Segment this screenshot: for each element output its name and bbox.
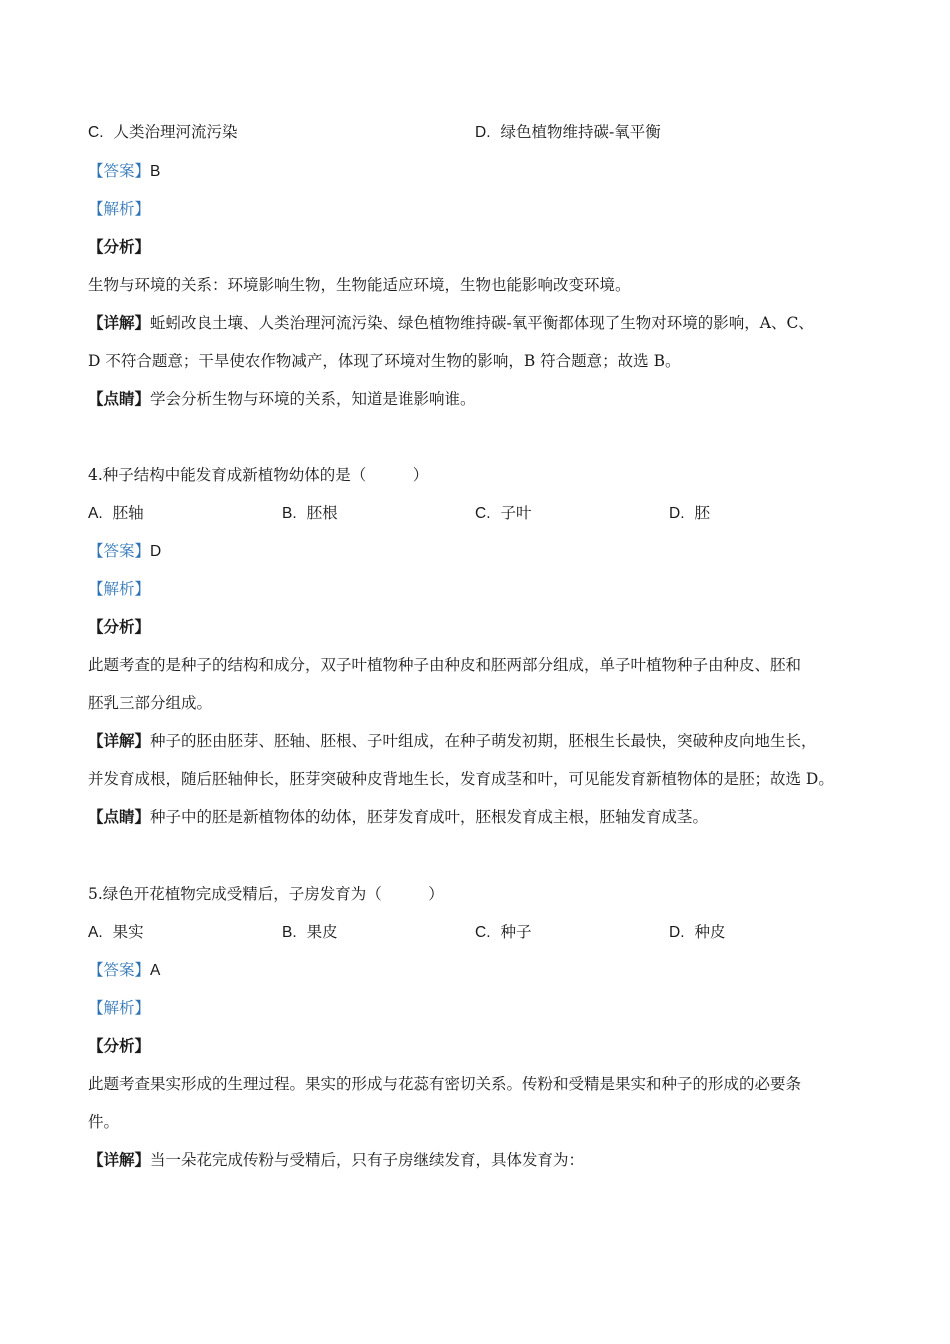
- option-text: 果皮: [306, 923, 338, 941]
- q4-fenxi-tag: 【分析】: [88, 617, 151, 636]
- q4-xiangjie-line2: 并发育成根，随后胚轴伸长，胚芽突破种皮背地生长，发育成茎和叶，可见能发育新植物体的是胚；故选 D。: [88, 770, 834, 788]
- q5-jiexi-tag: 【解析】: [88, 999, 151, 1017]
- q4-option-c: [475, 502, 532, 525]
- option-letter: D.: [475, 124, 491, 141]
- q4-question: 4.种子结构中能发育成新植物幼体的是（ ）: [88, 466, 429, 484]
- option-text: 胚: [694, 504, 711, 522]
- option-letter: A.: [88, 505, 103, 522]
- option-text: 种子: [500, 923, 532, 941]
- q3-xiangjie-line2: D 不符合题意；干旱使农作物减产，体现了环境对生物的影响，B 符合题意；故选 B。: [88, 352, 681, 370]
- option-text: 种皮: [694, 923, 726, 941]
- option-letter: C.: [475, 924, 491, 941]
- q5-fenxi-line2: 件。: [88, 1113, 120, 1131]
- q4-dianjing: [88, 806, 868, 828]
- xiangjie-text: 当一朵花完成传粉与受精后，只有子房继续发育，具体发育为：: [150, 1151, 585, 1169]
- xiangjie-text: 种子的胚由胚芽、胚轴、胚根、子叶组成，在种子萌发初期，胚根生长最快，突破种皮向地生长，: [150, 732, 817, 750]
- option-letter: C.: [88, 124, 104, 141]
- q4-jiexi-tag: 【解析】: [88, 580, 151, 598]
- q5-option-d: [669, 921, 726, 944]
- q3-option-d: [475, 121, 661, 144]
- q4-fenxi-line2: 胚乳三部分组成。: [88, 694, 213, 712]
- option-letter: D.: [669, 924, 685, 941]
- option-text: 胚根: [306, 504, 338, 522]
- q5-xiangjie: [88, 1149, 868, 1171]
- q3-fenxi-tag: 【分析】: [88, 237, 151, 256]
- q4-option-d: [669, 502, 710, 525]
- option-letter: B.: [282, 924, 297, 941]
- option-text: 果实: [112, 923, 144, 941]
- answer-tag: 【答案】: [88, 162, 151, 180]
- q4-option-b: [282, 502, 338, 525]
- q5-fenxi-tag: 【分析】: [88, 1036, 151, 1055]
- option-text: 子叶: [500, 504, 532, 522]
- q5-option-c: [475, 921, 532, 944]
- dianjing-text: 学会分析生物与环境的关系，知道是谁影响谁。: [150, 390, 476, 408]
- q3-answer: [88, 160, 868, 183]
- q4-option-a: [88, 502, 144, 525]
- q3-option-c: [88, 121, 238, 144]
- xiangjie-tag: 【详解】: [88, 1150, 151, 1169]
- q3-fenxi-text: 生物与环境的关系：环境影响生物，生物能适应环境，生物也能影响改变环境。: [88, 276, 631, 294]
- option-letter: B.: [282, 505, 297, 522]
- xiangjie-tag: 【详解】: [88, 731, 151, 750]
- dianjing-tag: 【点睛】: [88, 389, 151, 408]
- option-letter: A.: [88, 924, 103, 941]
- q4-answer: [88, 540, 868, 563]
- q4-fenxi-line1: 此题考查的是种子的结构和成分，双子叶植物种子由种皮和胚两部分组成，单子叶植物种子由种皮、胚和: [88, 656, 802, 674]
- answer-value: B: [150, 163, 161, 180]
- option-text: 人类治理河流污染: [113, 123, 238, 141]
- q3-jiexi-tag: 【解析】: [88, 200, 151, 218]
- q3-xiangjie-line1: [88, 312, 868, 334]
- q5-option-b: [282, 921, 338, 944]
- xiangjie-tag: 【详解】: [88, 313, 151, 332]
- answer-tag: 【答案】: [88, 961, 151, 979]
- option-letter: D.: [669, 505, 685, 522]
- dianjing-text: 种子中的胚是新植物体的幼体，胚芽发育成叶，胚根发育成主根，胚轴发育成茎。: [150, 808, 709, 826]
- q3-dianjing: [88, 388, 868, 410]
- option-text: 胚轴: [112, 504, 144, 522]
- option-letter: C.: [475, 505, 491, 522]
- q4-xiangjie-line1: [88, 730, 868, 752]
- q5-option-a: [88, 921, 144, 944]
- answer-tag: 【答案】: [88, 542, 151, 560]
- q5-question: 5.绿色开花植物完成受精后，子房发育为（ ）: [88, 885, 444, 903]
- answer-value: A: [150, 962, 161, 979]
- xiangjie-text: 蚯蚓改良土壤、人类治理河流污染、绿色植物维持碳-氧平衡都体现了生物对环境的影响，A、C、: [150, 314, 814, 332]
- dianjing-tag: 【点睛】: [88, 807, 151, 826]
- answer-value: D: [150, 543, 162, 560]
- option-text: 绿色植物维持碳-氧平衡: [500, 123, 661, 141]
- q5-fenxi-line1: 此题考查果实形成的生理过程。果实的形成与花蕊有密切关系。传粉和受精是果实和种子的形成的必要条: [88, 1075, 802, 1093]
- q5-answer: [88, 959, 868, 982]
